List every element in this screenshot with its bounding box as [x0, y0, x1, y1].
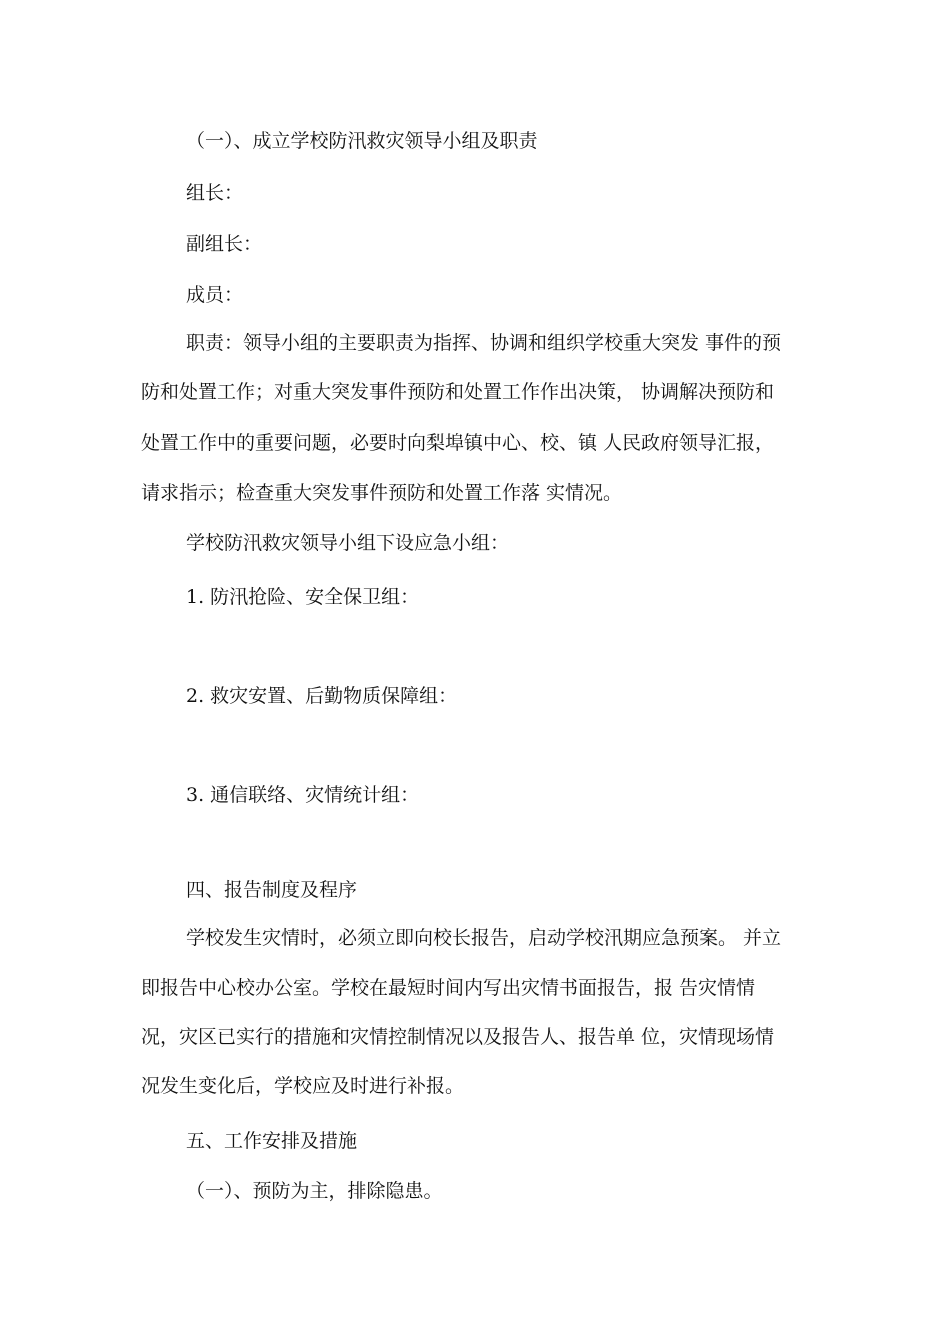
- subgroup-item-2: 2. 救灾安置、后勤物质保障组：: [186, 685, 458, 707]
- section-heading-work-arrangements: 五、工作安排及措施: [186, 1130, 358, 1152]
- report-paragraph-line-4: 况发生变化后，学校应及时进行补报。: [141, 1075, 465, 1097]
- section-heading-leadership-group: （一）、成立学校防汛救灾领导小组及职责: [186, 130, 538, 152]
- members-label: 成员：: [186, 284, 244, 306]
- subgroup-item-3: 3. 通信联络、灾情统计组：: [186, 784, 420, 806]
- report-paragraph-line-2: 即报告中心校办公室。学校在最短时间内写出灾情书面报告，报 告灾情情: [141, 977, 756, 999]
- duties-paragraph-line-2: 防和处置工作；对重大突发事件预防和处置工作作出决策， 协调解决预防和: [141, 381, 775, 403]
- leader-label: 组长：: [186, 182, 244, 204]
- duties-paragraph-line-1: 职责：领导小组的主要职责为指挥、协调和组织学校重大突发 事件的预: [186, 332, 782, 354]
- duties-paragraph-line-4: 请求指示；检查重大突发事件预防和处置工作落 实情况。: [141, 482, 623, 504]
- report-paragraph-line-1: 学校发生灾情时，必须立即向校长报告，启动学校汛期应急预案。 并立: [186, 927, 782, 949]
- report-paragraph-line-3: 况，灾区已实行的措施和灾情控制情况以及报告人、报告单 位，灾情现场情: [141, 1026, 775, 1048]
- section-heading-reporting: 四、报告制度及程序: [186, 879, 358, 901]
- subsection-heading-prevention: （一）、预防为主，排除隐患。: [186, 1180, 443, 1202]
- subgroups-intro: 学校防汛救灾领导小组下设应急小组：: [186, 532, 510, 554]
- duties-paragraph-line-3: 处置工作中的重要问题，必要时向梨埠镇中心、校、镇 人民政府领导汇报，: [141, 432, 775, 454]
- deputy-leader-label: 副组长：: [186, 233, 263, 255]
- subgroup-item-1: 1. 防汛抢险、安全保卫组：: [186, 586, 420, 608]
